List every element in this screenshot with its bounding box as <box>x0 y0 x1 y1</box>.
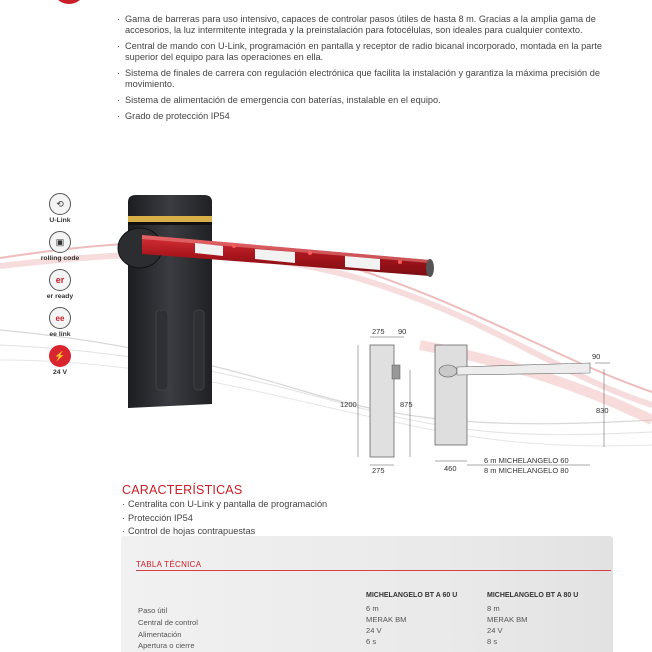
icon-group-rolling-code <box>40 231 80 262</box>
drawing-front-cabinet <box>370 345 394 457</box>
column-header: MICHELANGELO BT A 60 U <box>366 592 458 599</box>
dim-275-top: 275 <box>372 327 385 336</box>
table-cell: 6 m <box>366 604 379 613</box>
beam-length-60: 6 m MICHELANGELO 60 <box>484 456 569 465</box>
row-label: Alimentación <box>138 630 182 639</box>
characteristics-title: CARACTERÍSTICAS <box>122 483 243 497</box>
icon-label: U-Link <box>49 217 71 224</box>
dim-875: 875 <box>400 400 413 409</box>
table-cell: MERAK BM <box>366 615 407 624</box>
drawing-side-cabinet <box>435 345 467 445</box>
icon-group-er-ready <box>40 269 80 300</box>
table-cell: 8 m <box>487 604 500 613</box>
intro-item: · Sistema de finales de carrera con regulación electrónica que facilita la instalación y garantiza la máxima precisión de movimiento. <box>117 68 617 90</box>
icon-label: ee link <box>49 331 71 338</box>
battery-24v-icon: ⚡ <box>49 345 71 367</box>
intro-item: · Sistema de alimentación de emergencia con baterías, instalable en el equipo. <box>117 95 617 106</box>
characteristics-item: · Centralita con U-Link y pantalla de programación <box>122 498 327 512</box>
icon-group-24v <box>40 345 80 376</box>
row-label: Paso útil <box>138 606 168 615</box>
icon-label: er ready <box>46 293 74 300</box>
drawing-beam <box>457 363 590 375</box>
table-cell: 24 V <box>366 626 382 635</box>
ulink-icon: ⟲ <box>49 193 71 215</box>
characteristics-list <box>122 498 327 539</box>
dim-460: 460 <box>444 464 457 473</box>
icon-label: 24 V <box>53 369 67 376</box>
dim-275-bottom: 275 <box>372 466 385 475</box>
row-label: Central de control <box>138 618 198 627</box>
beam-length-80: 8 m MICHELANGELO 80 <box>484 466 569 475</box>
table-cell: 8 s <box>487 637 498 646</box>
table-cell: 24 V <box>487 626 503 635</box>
intro-item: · Grado de protección IP54 <box>117 111 617 122</box>
column-header: MICHELANGELO BT A 80 U <box>487 592 579 599</box>
icon-group-ee-link <box>40 307 80 338</box>
icon-label: rolling code <box>40 255 80 262</box>
rolling-code-icon: ▣ <box>49 231 71 253</box>
table-cell: 6 s <box>366 637 377 646</box>
dim-90-top: 90 <box>398 327 407 336</box>
icon-group-ulink <box>40 193 80 224</box>
ee-link-icon: ee <box>49 307 71 329</box>
tech-table-divider <box>136 570 611 571</box>
feature-icons <box>40 193 80 383</box>
dim-1200: 1200 <box>340 400 357 409</box>
dim-90-right: 90 <box>592 352 601 361</box>
characteristics-item: · Protección IP54 <box>122 512 327 526</box>
flashing-light-strip <box>128 216 212 222</box>
er-ready-icon: er <box>49 269 71 291</box>
table-cell: MERAK BM <box>487 615 528 624</box>
intro-item: · Gama de barreras para uso intensivo, capaces de controlar pasos útiles de hasta 8 m. Gracias a la amplia gama de accesorios, la luz intermitente integrada y la preinstalación para fotocélulas, son ideales para cualquier contexto. <box>117 14 617 36</box>
characteristics-item: · Control de hojas contrapuestas <box>122 525 327 539</box>
row-label: Apertura o cierre <box>138 641 195 650</box>
tech-table-title: TABLA TÉCNICA <box>136 560 202 569</box>
intro-feature-list <box>117 14 617 127</box>
technical-drawing <box>340 325 640 475</box>
intro-item: · Central de mando con U-Link, programación en pantalla y receptor de radio bicanal incorporado, montada en la parte superior del equipo para las operaciones en ella. <box>117 41 617 63</box>
dim-830: 830 <box>596 406 609 415</box>
